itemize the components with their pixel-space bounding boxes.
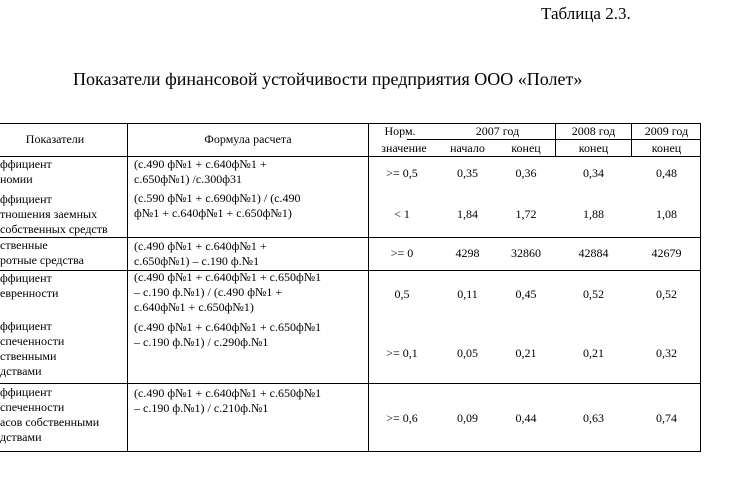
header-end-2008: конец <box>578 141 609 155</box>
norm-value: >= 0 <box>390 246 414 260</box>
header-norm-line1: Норм. <box>384 124 416 138</box>
value-cell: 0,74 <box>656 411 677 425</box>
formula-line: – с.190 ф.№1) / с.210ф.№1 <box>134 401 269 415</box>
header-end-2007: конец <box>511 141 541 155</box>
row-separator-4 <box>0 270 701 271</box>
formula-line: (с.490 ф№1 + с.640ф№1 + <box>134 239 267 253</box>
indicator-name-line: ффициент <box>0 192 52 206</box>
value-cell: 0,44 <box>515 411 537 425</box>
row-separator-6 <box>0 383 701 384</box>
header-indicators: Показатели <box>25 132 85 146</box>
header-formula: Формула расчета <box>204 132 292 146</box>
value-cell: 1,88 <box>583 207 604 221</box>
formula-line: (с.590 ф№1 + с.690ф№1) / (с.490 <box>134 191 301 205</box>
norm-value: 0,5 <box>394 287 410 301</box>
value-cell: 1,72 <box>515 207 537 221</box>
indicator-name-line: тношения заемных <box>0 207 98 221</box>
indicator-name-line: ффициент <box>0 385 52 399</box>
value-cell: 0,05 <box>457 346 478 360</box>
formula-line: с.650ф№1) /с.300ф31 <box>134 172 242 186</box>
table-bottom-border <box>0 451 701 452</box>
value-cell: 0,32 <box>656 346 677 360</box>
table-title: Показатели финансовой устойчивости предприятия ООО «Полет» <box>73 69 583 89</box>
value-cell: 0,21 <box>515 346 537 360</box>
value-cell: 0,34 <box>583 166 604 180</box>
indicator-name-line: спеченности <box>0 400 65 414</box>
formula-line: – с.190 ф.№1) / (с.490 ф№1 + <box>134 285 283 299</box>
header-norm-line2: значение <box>381 141 427 155</box>
value-cell: 0,52 <box>656 287 677 301</box>
formula-line: – с.190 ф.№1) / с.290ф.№1 <box>134 335 269 349</box>
indicator-name-line: дствами <box>0 430 42 444</box>
value-cell: 0,09 <box>457 411 478 425</box>
value-cell: 0,11 <box>457 287 478 301</box>
indicator-name-line: асов собственными <box>0 415 100 429</box>
header-end-2009: конец <box>651 141 682 155</box>
norm-value: < 1 <box>394 207 410 221</box>
row-separator-3 <box>0 237 701 238</box>
indicator-name-line: ффициент <box>0 319 52 333</box>
value-cell: 42679 <box>651 246 682 260</box>
value-cell: 32860 <box>511 246 541 260</box>
value-cell: 1,08 <box>656 207 677 221</box>
col-divider-formula <box>127 123 128 451</box>
formula-line: (с.490 ф№1 + с.640ф№1 + с.650ф№1 <box>134 386 322 400</box>
header-sub-line <box>407 139 701 140</box>
formula-line: с.650ф№1) – с.190 ф.№1 <box>134 254 260 268</box>
value-cell: 0,36 <box>515 166 537 180</box>
norm-value: >= 0,6 <box>386 411 418 425</box>
value-cell: 0,21 <box>583 346 604 360</box>
value-cell: 0,63 <box>583 411 604 425</box>
formula-line: (с.490 ф№1 + с.640ф№1 + с.650ф№1 <box>134 320 322 334</box>
header-2008: 2008 год <box>571 124 616 138</box>
header-2007: 2007 год <box>475 124 520 138</box>
value-cell: 0,48 <box>656 166 677 180</box>
value-cell: 42884 <box>578 246 609 260</box>
indicator-name-line: собственных средств <box>0 222 108 236</box>
indicator-name-line: дствами <box>0 364 42 378</box>
norm-value: >= 0,5 <box>386 166 418 180</box>
table-caption: Таблица 2.3. <box>541 4 631 23</box>
norm-value: >= 0,1 <box>386 346 418 360</box>
indicator-name-line: ротные средства <box>0 253 84 267</box>
value-cell: 0,35 <box>457 166 478 180</box>
indicator-name-line: ственные <box>0 238 48 252</box>
header-2009: 2009 год <box>644 124 689 138</box>
value-cell: 1,84 <box>457 207 478 221</box>
formula-line: с.640ф№1 + с.650ф№1) <box>134 300 254 314</box>
header-start: начало <box>450 141 485 155</box>
header-bottom-line <box>0 156 701 157</box>
indicator-name-line: ственными <box>0 349 57 363</box>
indicator-name-line: спеченности <box>0 334 65 348</box>
formula-line: ф№1 + с.640ф№1 + с.650ф№1) <box>134 206 292 220</box>
indicator-name-line: ффициент <box>0 271 52 285</box>
indicator-name-line: евренности <box>0 286 59 300</box>
formula-line: (с.490 ф№1 + с.640ф№1 + с.650ф№1 <box>134 270 322 284</box>
indicator-name-line: ффициент <box>0 157 52 171</box>
value-cell: 4298 <box>455 246 480 260</box>
value-cell: 0,52 <box>583 287 604 301</box>
indicator-name-line: номии <box>0 172 33 186</box>
formula-line: (с.490 ф№1 + с.640ф№1 + <box>134 157 267 171</box>
value-cell: 0,45 <box>515 287 537 301</box>
